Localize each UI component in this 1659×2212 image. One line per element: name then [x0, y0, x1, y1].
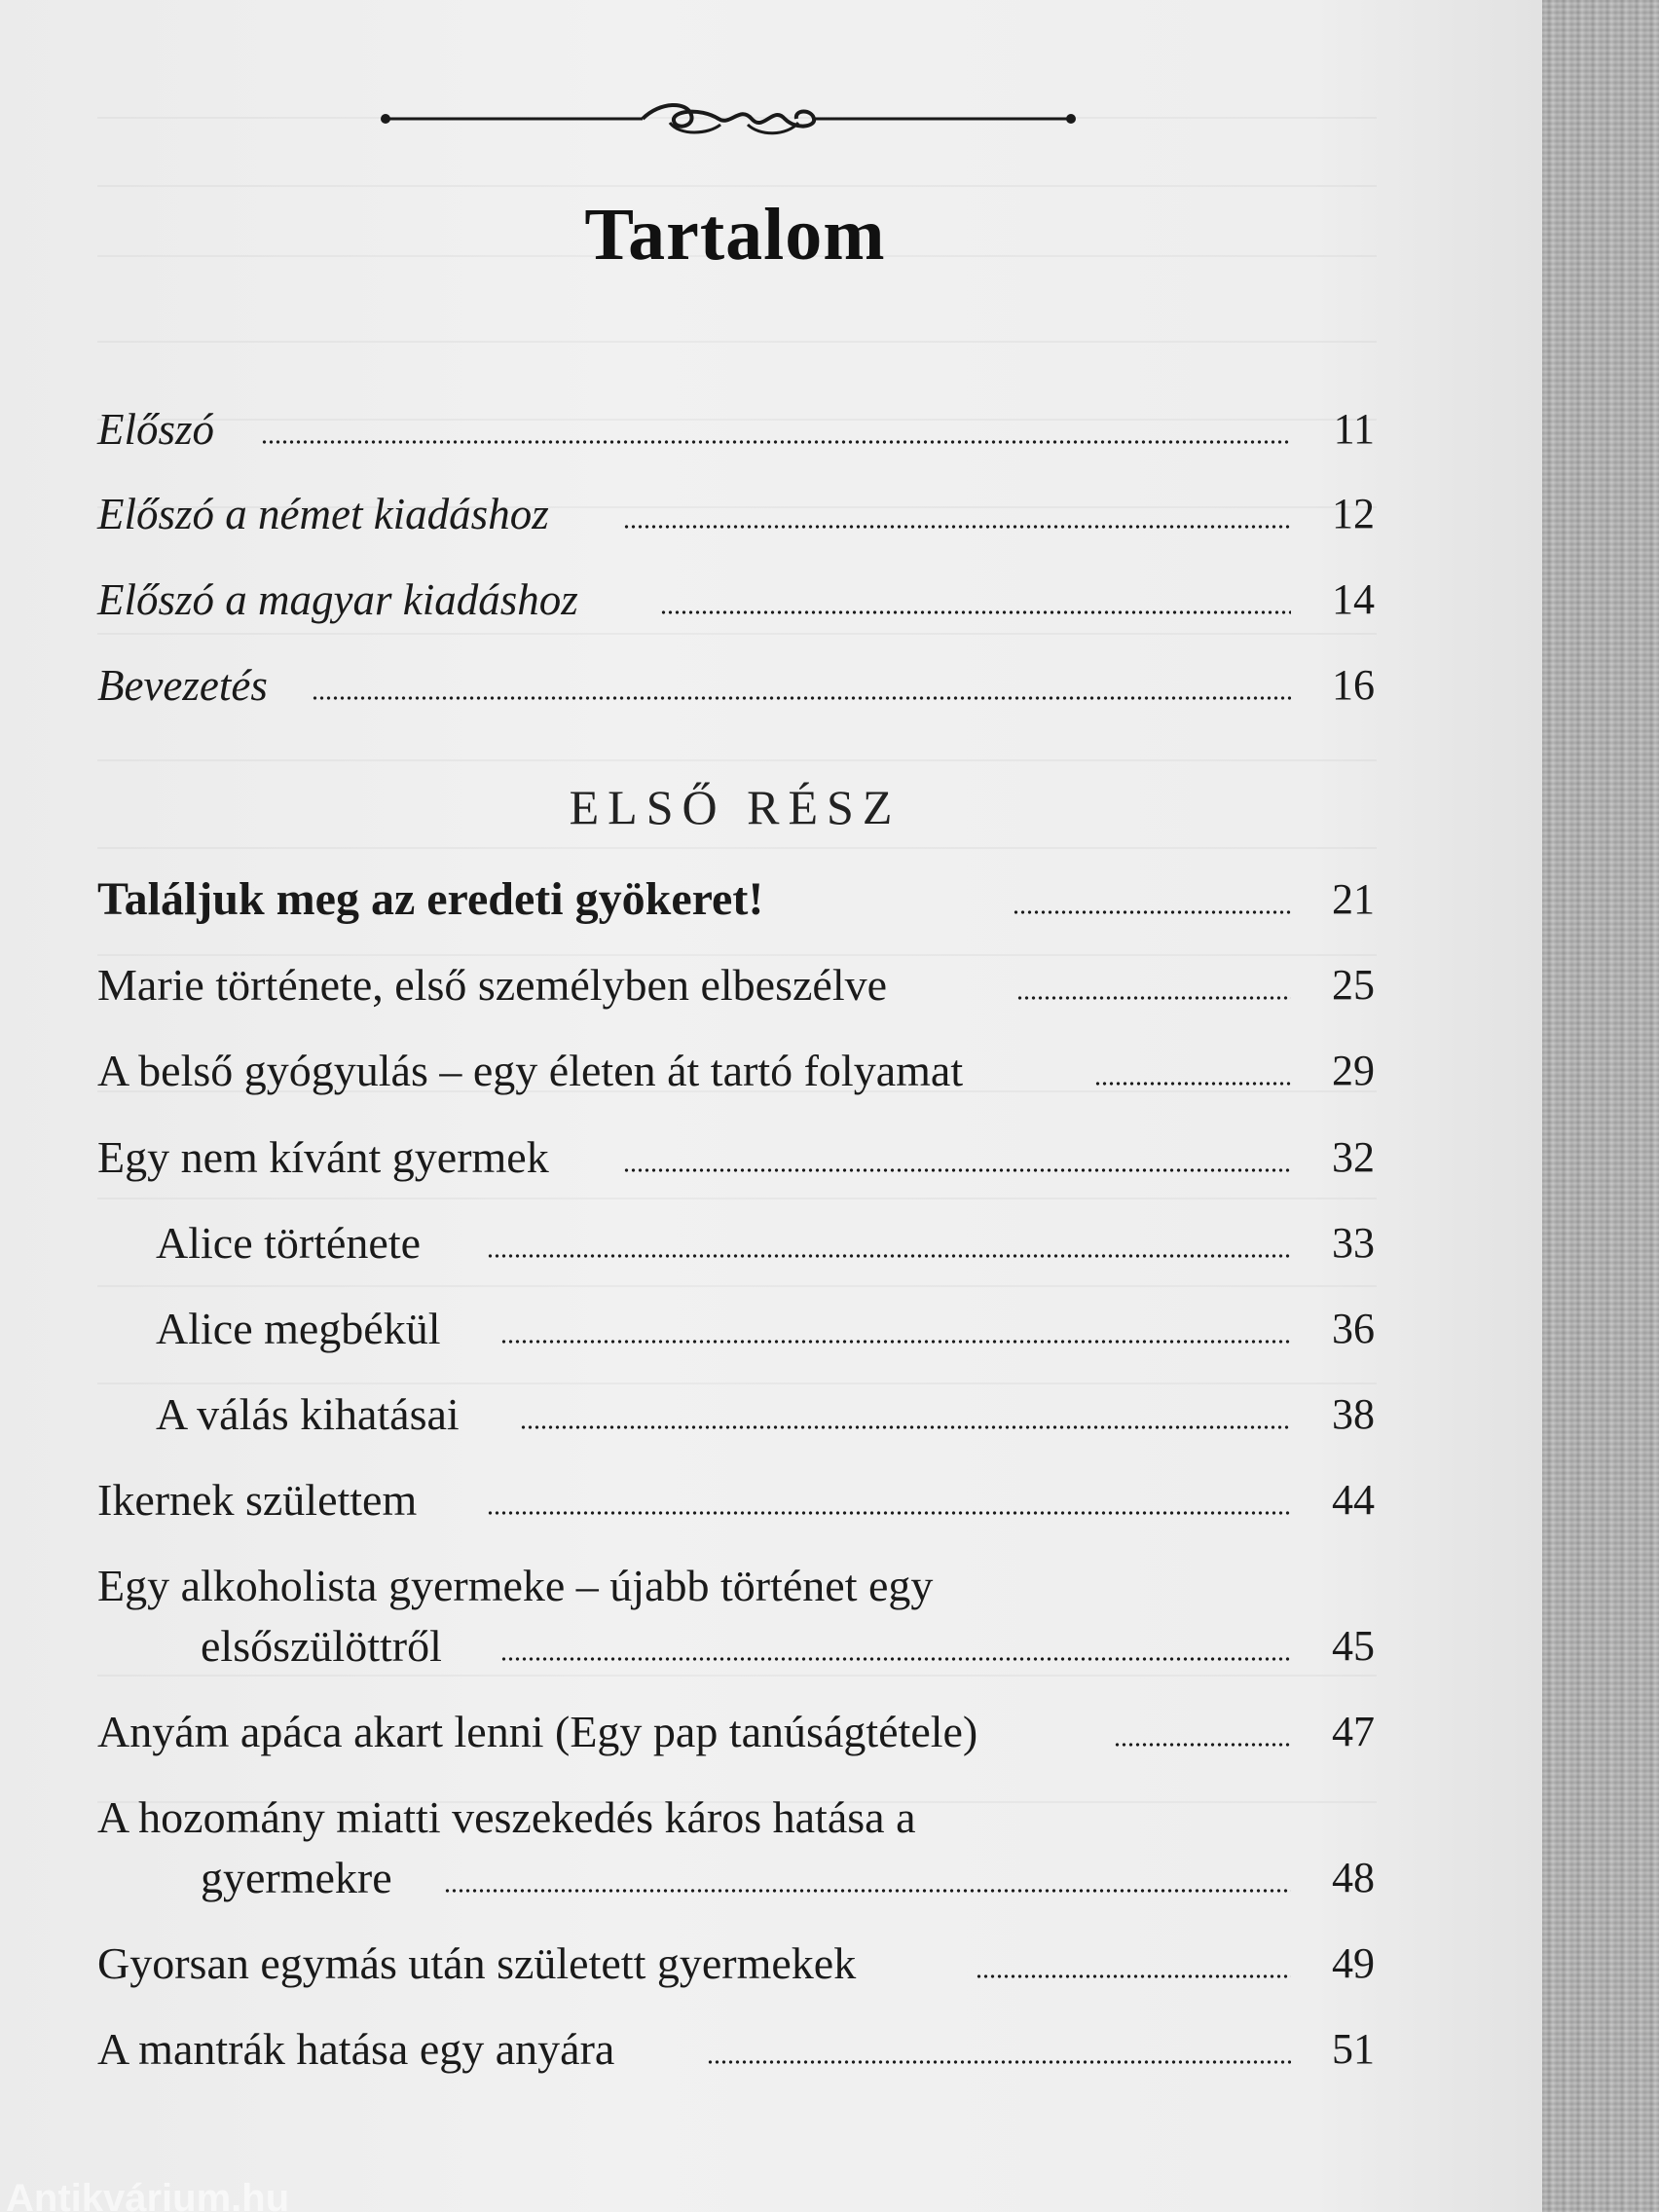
- toc-entry-label: Anyám apáca akart lenni (Egy pap tanúságtétele): [97, 1707, 978, 1756]
- toc-entry-page: 48: [1332, 1854, 1375, 1901]
- toc-entry[interactable]: [97, 1213, 1375, 1272]
- toc-entry-page: 51: [1332, 2025, 1375, 2073]
- toc-entry-page: 44: [1332, 1476, 1375, 1524]
- toc-entry[interactable]: [97, 1041, 1375, 1099]
- dot-leader: [500, 1340, 1291, 1344]
- toc-entry-label: Előszó a német kiadáshoz: [97, 490, 549, 538]
- toc-entry-label: Találjuk meg az eredeti gyökeret!: [97, 873, 764, 925]
- toc-entry-page: 38: [1332, 1390, 1375, 1438]
- toc-entry-page: 21: [1332, 875, 1375, 923]
- dot-leader: [623, 525, 1291, 529]
- dot-leader: [623, 1168, 1291, 1172]
- page-title: Tartalom: [584, 194, 886, 276]
- toc-entry-label: A válás kihatásai: [156, 1389, 460, 1439]
- toc-entry[interactable]: [97, 2019, 1375, 2078]
- toc-entry[interactable]: [97, 1299, 1375, 1357]
- toc-entry-label: A mantrák hatása egy anyára: [97, 2024, 615, 2074]
- toc-entry[interactable]: [97, 1934, 1375, 1992]
- page-edge-stack: [1542, 0, 1659, 2212]
- dot-leader: [976, 1974, 1291, 1978]
- toc-entry-label: Gyorsan egymás után született gyermekek: [97, 1938, 857, 1988]
- toc-entry[interactable]: [97, 1848, 1375, 1906]
- toc-entry-page: 49: [1332, 1939, 1375, 1987]
- dot-leader: [520, 1425, 1291, 1429]
- toc-entry[interactable]: [97, 1384, 1375, 1443]
- dot-leader: [444, 1889, 1291, 1893]
- dot-leader: [1114, 1743, 1291, 1747]
- ornament-divider-icon: [378, 97, 1079, 140]
- toc-entry[interactable]: [97, 570, 1375, 628]
- toc-entry[interactable]: [97, 1616, 1375, 1675]
- dot-leader: [1013, 910, 1291, 914]
- toc-entry-label: Alice megbékül: [156, 1304, 441, 1353]
- toc-entry[interactable]: [97, 1470, 1375, 1529]
- toc-entry-page: 12: [1332, 490, 1375, 537]
- dot-leader: [660, 610, 1291, 614]
- toc-entry-label: gyermekre: [201, 1853, 392, 1902]
- toc-entry-page: 36: [1332, 1305, 1375, 1352]
- toc-entry-page: 16: [1332, 661, 1375, 709]
- toc-entry[interactable]: [97, 1702, 1375, 1760]
- toc-entry-label: Előszó: [97, 405, 215, 454]
- toc-entry-page: 25: [1332, 961, 1375, 1009]
- toc-entry-label-line1: A hozomány miatti veszekedés káros hatása a: [97, 1792, 916, 1842]
- toc-entry-label: A belső gyógyulás – egy életen át tartó folyamat: [97, 1046, 964, 1095]
- toc-entry[interactable]: [97, 655, 1375, 714]
- toc-entry-page: 33: [1332, 1219, 1375, 1267]
- dot-leader: [261, 440, 1291, 444]
- toc-entry-page: 45: [1332, 1622, 1375, 1670]
- toc-entry-page: 29: [1332, 1047, 1375, 1094]
- part-heading: ELSŐ RÉSZ: [569, 780, 902, 834]
- toc-entry-page: 32: [1332, 1133, 1375, 1181]
- dot-leader: [1016, 996, 1291, 1000]
- toc-entry-label: Alice története: [156, 1218, 422, 1268]
- toc-entry-label: Ikernek születtem: [97, 1475, 418, 1525]
- dot-leader: [500, 1657, 1291, 1661]
- toc-entry-label: elsőszülöttről: [201, 1621, 442, 1671]
- toc-entry-page: 11: [1333, 405, 1375, 453]
- dot-leader: [1094, 1082, 1291, 1086]
- dot-leader: [487, 1254, 1291, 1258]
- toc-entry-label: Előszó a magyar kiadáshoz: [97, 575, 578, 624]
- dot-leader: [312, 696, 1291, 700]
- watermark: Antikvárium.hu: [6, 2177, 290, 2212]
- toc-entry[interactable]: [97, 484, 1375, 542]
- toc-entry[interactable]: [97, 399, 1375, 458]
- toc-entry-label: Egy nem kívánt gyermek: [97, 1132, 549, 1182]
- toc-entry[interactable]: [97, 955, 1375, 1014]
- toc-entry-page: 14: [1332, 575, 1375, 623]
- toc-entry[interactable]: [97, 1127, 1375, 1186]
- dot-leader: [487, 1511, 1291, 1515]
- dot-leader: [707, 2060, 1291, 2064]
- toc-entry-label: Bevezetés: [97, 661, 268, 710]
- toc-entry[interactable]: [97, 869, 1375, 928]
- toc-entry-page: 47: [1332, 1708, 1375, 1755]
- toc-entry-label: Marie története, első személyben elbeszélve: [97, 960, 888, 1010]
- toc-entry-label-line1: Egy alkoholista gyermeke – újabb történet egy: [97, 1561, 934, 1610]
